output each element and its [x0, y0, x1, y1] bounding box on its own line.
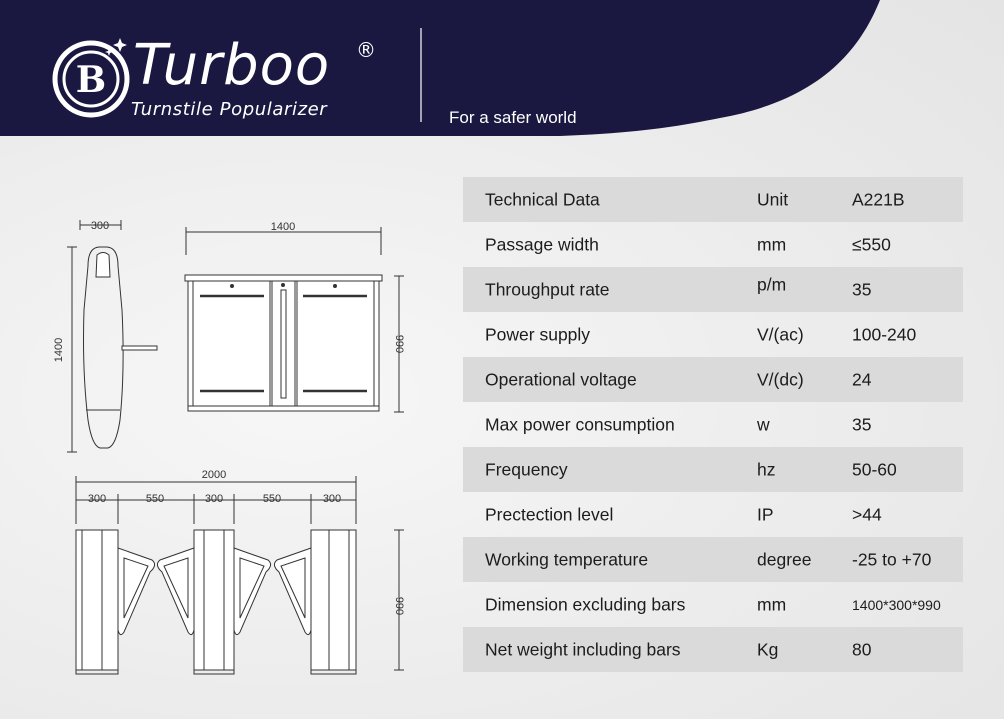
- plan-segment-label: 300: [204, 493, 224, 505]
- row-value: 35: [852, 279, 872, 299]
- row-value: 80: [852, 639, 872, 659]
- row-item: Operational voltage: [485, 369, 637, 389]
- row-item: Throughput rate: [485, 279, 610, 299]
- table-row: [463, 627, 963, 672]
- row-value: >44: [852, 504, 882, 524]
- row-value: -25 to +70: [852, 549, 932, 569]
- technical-data-table: [463, 177, 963, 672]
- row-unit: mm: [757, 594, 787, 614]
- row-value: 100-240: [852, 324, 917, 344]
- table-row: [463, 447, 963, 492]
- plan-segment-label: 300: [322, 493, 342, 505]
- row-unit: hz: [757, 459, 776, 479]
- row-unit: V/(dc): [757, 369, 804, 389]
- row-value: ≤550: [852, 234, 891, 254]
- row-unit: degree: [757, 549, 812, 569]
- table-row: [463, 357, 963, 402]
- table-row: [463, 582, 963, 627]
- plan-view-drawing: [76, 476, 404, 674]
- table-row: [463, 222, 963, 267]
- brand-name: Turboo: [133, 33, 331, 98]
- row-value: 50-60: [852, 459, 897, 479]
- row-item: Max power consumption: [485, 414, 675, 434]
- side-view-drawing: [67, 220, 157, 452]
- front-width-label: 1400: [270, 221, 296, 233]
- front-height-label: 990: [393, 334, 405, 354]
- logo-letter: B: [75, 59, 107, 101]
- row-item: Net weight including bars: [485, 639, 681, 659]
- row-unit: p/m: [757, 274, 787, 295]
- side-width-label: 300: [90, 220, 110, 232]
- technical-drawings: [0, 140, 440, 700]
- table-row: [463, 267, 963, 312]
- plan-segment-label: 550: [145, 493, 165, 505]
- plan-total-label: 2000: [201, 469, 227, 481]
- plan-segment-label: 300: [87, 493, 107, 505]
- table-row: [463, 537, 963, 582]
- row-unit: w: [757, 414, 770, 434]
- row-unit: Kg: [757, 639, 779, 659]
- header-item: Technical Data: [485, 189, 600, 209]
- row-item: Passage width: [485, 234, 599, 254]
- slogan: For a safer world: [449, 108, 577, 127]
- row-value: 1400*300*990: [852, 596, 941, 613]
- row-item: Power supply: [485, 324, 591, 344]
- row-item: Dimension excluding bars: [485, 594, 686, 614]
- plan-segment-label: 550: [262, 493, 282, 505]
- row-value: 24: [852, 369, 872, 389]
- table-row: [463, 312, 963, 357]
- row-item: Prectection level: [485, 504, 614, 524]
- row-unit: IP: [757, 504, 774, 524]
- row-unit: V/(ac): [757, 324, 804, 344]
- row-unit: mm: [757, 234, 787, 254]
- table-row: [463, 492, 963, 537]
- plan-height-label: 990: [393, 596, 405, 616]
- front-view-drawing: [185, 227, 404, 412]
- row-item: Working temperature: [485, 549, 649, 569]
- brand-tagline: Turnstile Popularizer: [131, 99, 328, 120]
- row-item: Frequency: [485, 459, 568, 479]
- registered-mark: ®: [356, 38, 376, 62]
- table-row: [463, 402, 963, 447]
- row-value: 35: [852, 414, 872, 434]
- side-height-label: 1400: [53, 337, 65, 363]
- table-header-row: [463, 177, 963, 222]
- header-model: A221B: [852, 189, 905, 209]
- header-unit: Unit: [757, 189, 789, 209]
